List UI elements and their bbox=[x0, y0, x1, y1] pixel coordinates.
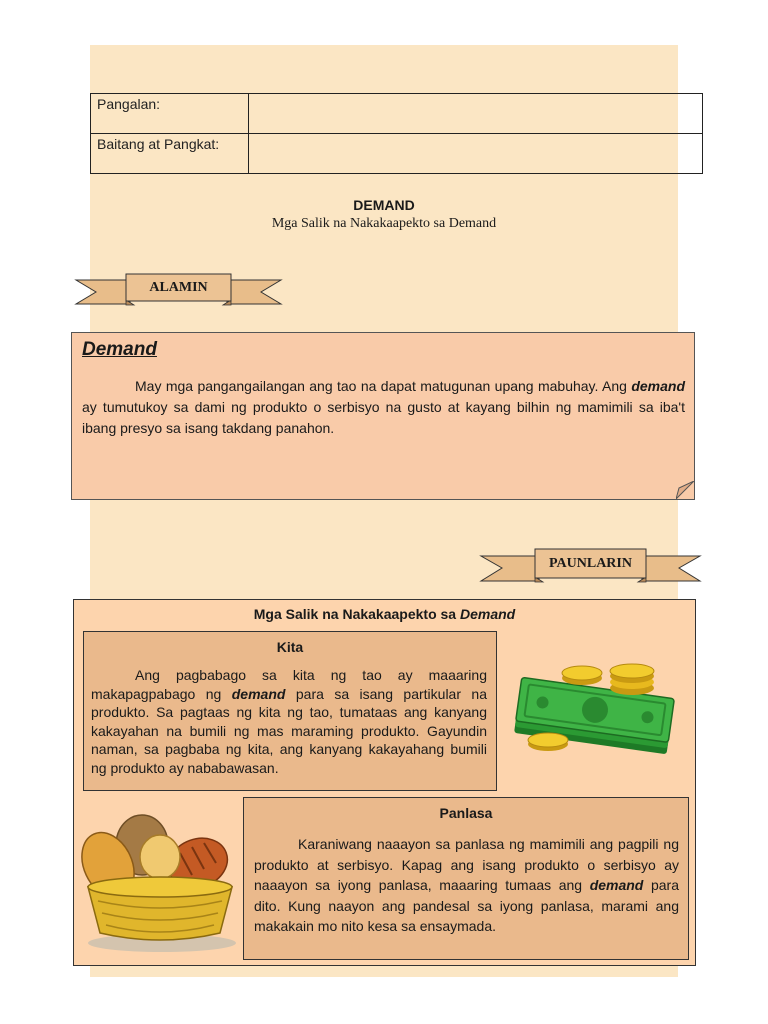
student-info-table bbox=[90, 93, 703, 174]
kita-card bbox=[83, 631, 497, 791]
demand-term: demand bbox=[631, 378, 686, 394]
grade-section-label: Baitang at Pangkat: bbox=[91, 134, 249, 174]
demand-definition: May mga pangangailangan ang tao na dapat matugunan upang mabuhay. Ang demand ay tumutukoy sa dami ng produkto o serbisyo na gusto at kayang bilhin ng mamimili sa iba't ibang presyo sa isang takdang panahon. bbox=[82, 378, 686, 436]
alamin-banner bbox=[74, 272, 283, 308]
demand-heading: Demand bbox=[82, 339, 157, 360]
money-icon bbox=[512, 660, 680, 760]
bread-basket-icon bbox=[80, 805, 240, 953]
paunlarin-label: PAUNLARIN bbox=[549, 556, 632, 571]
page-fold-icon bbox=[676, 481, 695, 500]
page-title: DEMAND bbox=[353, 197, 415, 213]
panlasa-title: Panlasa bbox=[439, 805, 493, 821]
panlasa-text: Karaniwang naaayon sa panlasa ng mamimili ang pagpili ng produkto at serbisyo. Kapag ang isang produkto o serbisyo ay naaayon sa iyong panlasa, maaaring tumaas ang demand para dito. Kung naayon ang pandesal sa iyong panlasa, marami ang makakain mo nito kesa sa ensaymada. bbox=[254, 836, 679, 934]
kita-title: Kita bbox=[276, 639, 304, 655]
panlasa-card bbox=[243, 797, 689, 960]
paunlarin-banner bbox=[479, 547, 702, 585]
grade-section-field[interactable] bbox=[249, 134, 703, 174]
kita-text: Ang pagbabago sa kita ng tao ay maaaring makapagpabago ng demand para sa isang partikular na produkto. Sa pagtaas ng kita ng tao, tumataas ang kanyang kakayahan na bumili ng mas maraming produkto. Gayundin naman, sa pagbaba ng kita, ang kanyang kakayahang bumili ng produkto ay nababawasan. bbox=[91, 667, 488, 776]
paunlarin-box bbox=[73, 599, 696, 966]
alamin-box bbox=[71, 332, 695, 500]
page-subtitle: Mga Salik na Nakakaapekto sa Demand bbox=[271, 216, 497, 231]
alamin-label: ALAMIN bbox=[149, 280, 208, 295]
name-label: Pangalan: bbox=[91, 94, 249, 134]
name-field[interactable] bbox=[249, 94, 703, 134]
factors-title: Mga Salik na Nakakaapekto sa Demand bbox=[253, 606, 516, 622]
